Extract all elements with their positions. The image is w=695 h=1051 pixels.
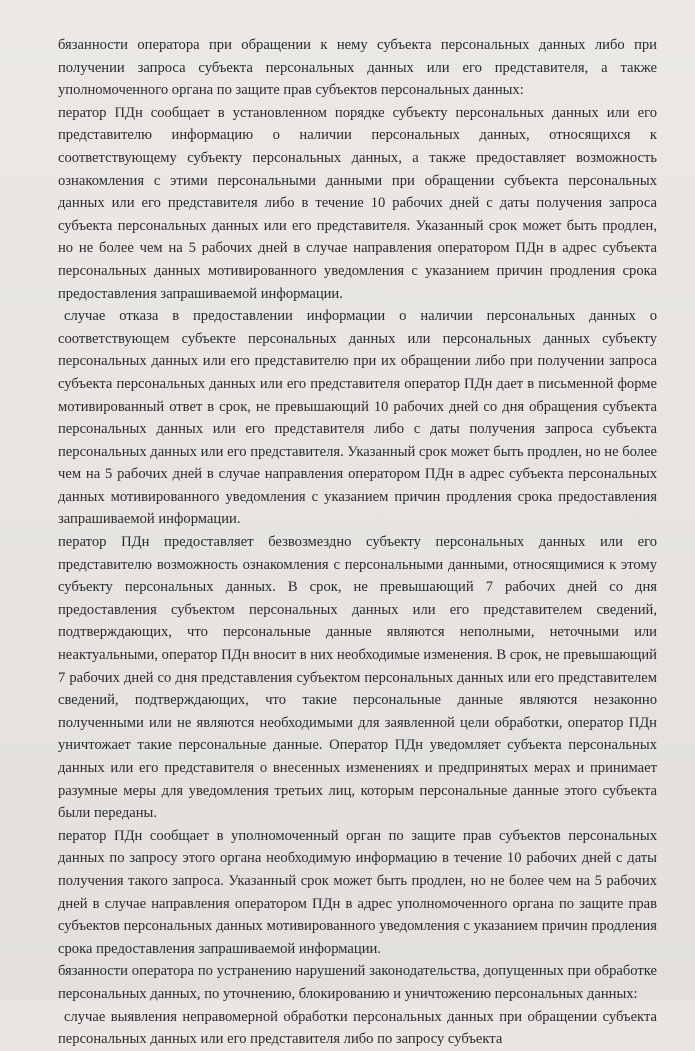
paragraph-violation-remedy-heading: бязанности оператора по устранению нарушений законодательства, допущенных при обработке персональных данных, по уточнению, блокированию и уничтожению персональных данных: bbox=[58, 963, 657, 1002]
paragraph-operator-duties-heading: бязанности оператора при обращении к нему субъекта персональных данных либо при получении запроса субъекта персональных данных или его представителя, а также уполномоченного органа по защите прав субъектов персональных данных: bbox=[58, 37, 657, 99]
paragraph-refusal-case: случае отказа в предоставлении информации о наличии персональных данных о соответствующем субъекте персональных данных или персональных данных субъекту персональных данных или его представителю при их обращении либо при получении запроса субъекта персональных данных или его представителя оператор ПДн дает в письменной форме мотивированный ответ в срок, не превышающий 10 рабочих дней со дня обращения субъекта персональных данных или его представителя либо с даты получения запроса субъекта персональных данных или его представителя. Указанный срок может быть продлен, но не более чем на 5 рабочих дней в случае направления оператором ПДн в адрес субъекта персональных данных мотивированного уведомления с указанием причин продления срока предоставления запрашиваемой информации. bbox=[58, 308, 657, 528]
paragraph-authority-request: ператор ПДн сообщает в уполномоченный орган по защите прав субъектов персональных данных по запросу этого органа необходимую информацию в течение 10 рабочих дней с даты получения такого запроса. Указанный срок может быть продлен, но не более чем на 5 рабочих дней в случае направления оператором ПДн в адрес уполномоченного органа по защите прав субъектов персональных данных мотивированного уведомления с указанием причин продления срока предоставления запрашиваемой информации. bbox=[58, 827, 657, 957]
paragraph-information-disclosure: ператор ПДн сообщает в установленном порядке субъекту персональных данных или его представителю информацию о наличии персональных данных, относящихся к соответствующему субъекту персональных данных, а также предоставляет возможность ознакомления с этими персональными данными при обращении субъекта персональных данных или его представителя либо в течение 10 рабочих дней с даты получения запроса субъекта персональных данных или его представителя. Указанный срок может быть продлен, но не более чем на 5 рабочих дней в случае направления оператором ПДн в адрес субъекта персональных данных мотивированного уведомления с указанием причин продления срока предоставления запрашиваемой информации. bbox=[58, 104, 657, 302]
paragraph-free-access: ператор ПДн предоставляет безвозмездно субъекту персональных данных или его представителю возможность ознакомления с персональными данными, относящимися к этому субъекту персональных данных. В срок, не превышающий 7 рабочих дней со дня предоставления субъектом персональных данных или его представителем сведений, подтверждающих, что персональные данные являются неполными, неточными или неактуальными, оператор ПДн вносит в них необходимые изменения. В срок, не превышающий 7 рабочих дней со дня представления субъектом персональных данных или его представителем сведений, подтверждающих, что такие персональные данные являются незаконно полученными или не являются необходимыми для заявленной цели обработки, оператор ПДн уничтожает такие персональные данные. Оператор ПДн уведомляет субъекта персональных данных или его представителя о внесенных изменениях и предпринятых мерах и принимает разумные меры для уведомления третьих лиц, которым персональные данные этого субъекта были переданы. bbox=[58, 534, 657, 822]
paragraph-unlawful-processing: случае выявления неправомерной обработки персональных данных при обращении субъекта персональных данных или его представителя либо по запросу субъекта bbox=[58, 1008, 657, 1048]
